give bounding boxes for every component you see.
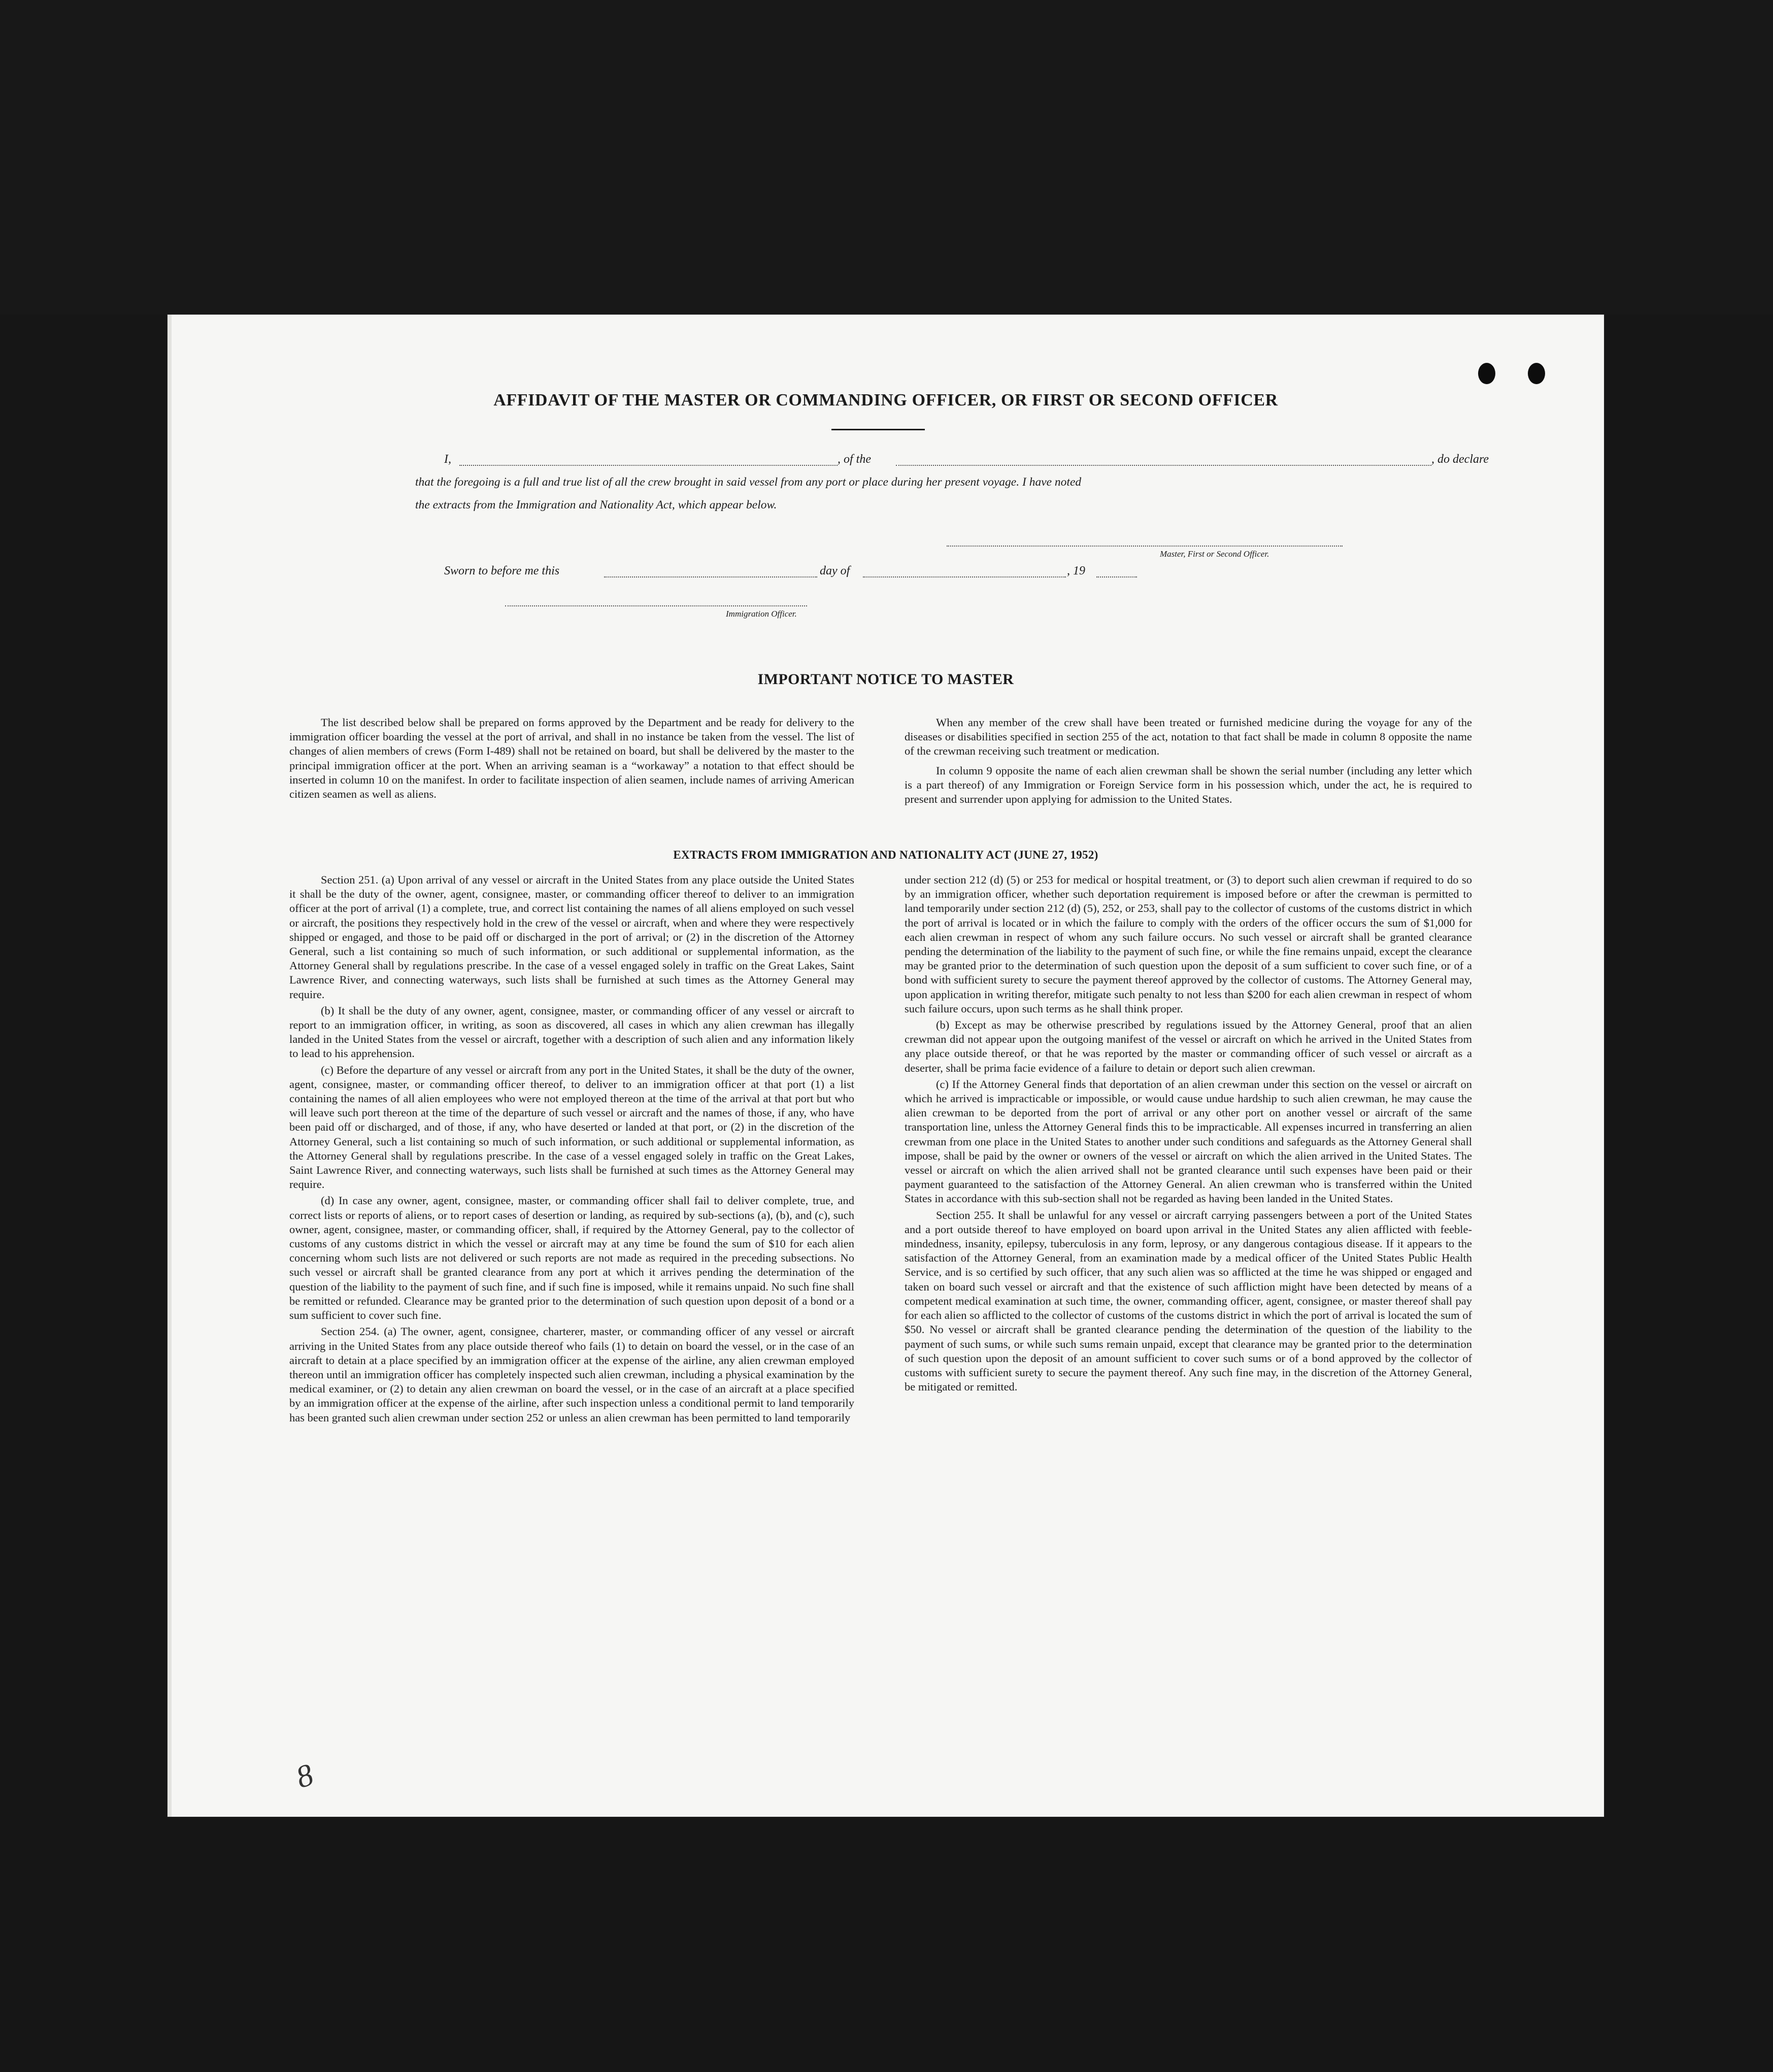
- vessel-blank[interactable]: [896, 465, 1431, 466]
- extracts-left-column: [289, 873, 854, 1427]
- section-255: Section 255. It shall be unlawful for any vessel or aircraft carrying passengers between a port of the United States and a port outside thereof to have employed on board upon arrival in the United States any alien afflicted with feeble-mindedness, insanity, epilepsy, tuberculosis in any form, leprosy, or any dangerous contagious disease. If it appears to the satisfaction of the Attorney General, from an examination made by a medical officer of the United States Public Health Service, and is so certified by such officer, that any such alien was so afflicted at the time he was shipped or engaged and taken on board such vessel or aircraft and that the existence of such affliction might have been detected by means of a competent medical examination at such time, the owner, commanding officer, agent, consignee, or master thereof shall pay for each alien so afflicted to the collector of customs of the customs district in which the port of arrival is located the sum of $50. No vessel or aircraft shall be granted clearance pending the determination of the question of the liability to the payment of such sums, or while such sums remain unpaid, except that clearance may be granted prior to the determination of such question upon the deposit of an amount sufficient to cover such sums or of a bond approved by the collector of customs with sufficient surety to secure the payment thereof. Any such fine may, in the discretion of the Attorney General, be mitigated or remitted.: [905, 1208, 1472, 1394]
- affidavit-i: I,: [444, 453, 451, 466]
- document-page: [168, 315, 1604, 1817]
- section-251-c: (c) Before the departure of any vessel or aircraft from any port in the United States, it shall be the duty of the owner, agent, consignee, master, or commanding officer thereof, to deliver to an immigration officer at that port (1) a list containing the names of all alien employees who were not employed thereon at the time of the arrival at that port but who will leave such port thereon at the time of the departure of such vessel or aircraft and the names of those, if any, who have been paid off or discharged, and of those, if any, who have deserted or landed at that port, or (2) in the discretion of the Attorney General, such a list containing so much of such information, or such additional or supplemental information, as the Attorney General shall by regulations prescribe. In the case of a vessel engaged solely in traffic on the Great Lakes, Saint Lawrence River, and connecting waterways, such lists shall be furnished at such times as the Attorney General may require.: [289, 1063, 854, 1191]
- officer-caption: Immigration Officer.: [726, 609, 797, 619]
- affidavit-declare: , do declare: [1431, 453, 1489, 466]
- master-caption: Master, First or Second Officer.: [1160, 549, 1269, 559]
- year-label: , 19: [1067, 564, 1085, 578]
- sworn-day-blank[interactable]: [604, 576, 817, 578]
- day-of-label: day of: [820, 564, 850, 578]
- affidavit-line2: that the foregoing is a full and true list of all the crew brought in said vessel from any port or place during her present voyage. I have noted: [415, 475, 1082, 489]
- name-blank[interactable]: [459, 465, 838, 466]
- month-blank[interactable]: [863, 576, 1066, 578]
- punch-hole-icon: [1478, 363, 1495, 384]
- affidavit-title: AFFIDAVIT OF THE MASTER OR COMMANDING OFFICER, OR FIRST OR SECOND OFFICER: [493, 391, 1278, 410]
- affidavit-of-the: , of the: [838, 453, 871, 466]
- sworn-label: Sworn to before me this: [444, 564, 560, 578]
- section-251-d: (d) In case any owner, agent, consignee, master, or commanding officer shall fail to deliver complete, true, and correct lists or reports of aliens, or to report cases of desertion or landing, as required by sub-sections (a), (b), and (c), such owner, agent, consignee, master, or commanding officer, shall, if required by the Attorney General, pay to the collector of customs of any customs district in which the vessel or aircraft may at any time be found the sum of $10 for each alien concerning whom such lists are not delivered or such reports are not made as required in the preceding subsections. No such vessel or aircraft shall be granted clearance from any port at which it arrives pending the determination of the question of the liability to the payment of such fine, and if such fine is imposed, while it remains unpaid. No such fine shall be remitted or refunded. Clearance may be granted prior to the determination of such question upon deposit of a bond or a sum sufficient to cover such fine.: [289, 1194, 854, 1322]
- punch-hole-icon: [1528, 363, 1545, 384]
- extracts-right-column: [905, 873, 1472, 1396]
- notice-right-paragraph-2: In column 9 opposite the name of each alien crewman shall be shown the serial number (including any letter which is a part thereof) of any Immigration or Foreign Service form in his possession which, under the act, he is required to present and surrender upon applying for admission to the United States.: [905, 764, 1472, 806]
- master-signature-line[interactable]: [947, 546, 1343, 547]
- title-rule: [831, 429, 925, 430]
- notice-heading: IMPORTANT NOTICE TO MASTER: [757, 671, 1014, 688]
- section-254-c: (c) If the Attorney General finds that deportation of an alien crewman under this section on the vessel or aircraft on which he arrived is impracticable or impossible, or would cause undue hardship to such alien crewman, he may cause the alien crewman to be deported from the port of arrival or any other port on another vessel or aircraft of the same transportation line, unless the Attorney General finds this to be impracticable. All expenses incurred in transferring an alien crewman from one place in the United States to another under such conditions and safeguards as the Attorney General shall impose, shall be paid by the owner or owners of the vessel or aircraft on which the alien arrived in the United States. The vessel or aircraft on which the alien arrived shall not be granted clearance until such expenses have been paid or their payment guaranteed to the satisfaction of the Attorney General. An alien crewman who is transferred within the United States in accordance with this sub-section shall not be regarded as having been landed in the United States.: [905, 1077, 1472, 1205]
- notice-right-paragraph-1: When any member of the crew shall have been treated or furnished medicine during the voyage for any of the diseases or disabilities specified in section 255 of the act, notation to that fact shall be made in column 8 opposite the name of the crewman receiving such treatment or medication.: [905, 716, 1472, 758]
- year-blank[interactable]: [1096, 576, 1137, 578]
- page-edge: [168, 315, 172, 1817]
- handwritten-mark: 8: [292, 1757, 318, 1795]
- affidavit-line3: the extracts from the Immigration and Nationality Act, which appear below.: [415, 498, 777, 512]
- extracts-heading: EXTRACTS FROM IMMIGRATION AND NATIONALITY ACT (JUNE 27, 1952): [673, 848, 1098, 861]
- section-254-a: Section 254. (a) The owner, agent, consignee, charterer, master, or commanding officer of any vessel or aircraft arriving in the United States from any place outside thereof who fails (1) to detain on board the vessel, or in the case of an aircraft to detain at a place specified by an immigration officer at the expense of the airline, any alien crewman employed thereon until an immigration officer has completely inspected such alien crewman, including a physical examination by the medical examiner, or (2) to detain any alien crewman on board the vessel, or in the case of an aircraft at a place specified by an immigration officer at the expense of the airline, after such inspection unless a conditional permit to land temporarily has been granted such alien crewman under section 252 or unless an alien crewman has been permitted to land temporarily: [289, 1325, 854, 1424]
- notice-left-paragraph: The list described below shall be prepared on forms approved by the Department and be ready for delivery to the immigration officer boarding the vessel at the port of arrival, and shall in no instance be taken from the vessel. The list of changes of alien members of crews (Form I-489) shall not be retained on board, but shall be delivered by the master to the principal immigration officer at the port. When an arriving seaman is a “workaway” a notation to that effect should be inserted in column 10 on the manifest. In order to facilitate inspection of alien seamen, include names of arriving American citizen seamen as well as aliens.: [289, 716, 854, 801]
- notice-left-column: [289, 716, 854, 803]
- section-251-b: (b) It shall be the duty of any owner, agent, consignee, master, or commanding officer of any vessel or aircraft to report to an immigration officer, in writing, as soon as discovered, all cases in which any alien crewman has illegally landed in the United States from the vessel or aircraft, together with a description of such alien and any information likely to lead to his apprehension.: [289, 1004, 854, 1060]
- immigration-officer-signature-line[interactable]: [505, 605, 807, 606]
- section-254-b: (b) Except as may be otherwise prescribed by regulations issued by the Attorney General, proof that an alien crewman did not appear upon the outgoing manifest of the vessel or aircraft on which he arrived in the United States from any place outside thereof, or that he was reported by the master or commanding officer of such vessel or aircraft as a deserter, shall be prima facie evidence of a failure to detain or deport such alien crewman.: [905, 1018, 1472, 1074]
- section-251-a: Section 251. (a) Upon arrival of any vessel or aircraft in the United States from any place outside the United States it shall be the duty of the owner, agent, consignee, master, or commanding officer thereof to deliver to an immigration officer at the port of arrival (1) a complete, true, and correct list containing the names of all aliens employed on such vessel or aircraft, the positions they respectively hold in the crew of the vessel or aircraft, when and where they were respectively shipped or engaged, and those to be paid off or discharged in the port of arrival; or (2) in the discretion of the Attorney General, such a list containing so much of such information, or such additional or supplemental information, as the Attorney General shall by regulations prescribe. In the case of a vessel engaged solely in traffic on the Great Lakes, Saint Lawrence River, and connecting waterways, such lists shall be furnished at such times as the Attorney General may require.: [289, 873, 854, 1001]
- section-254-a-continued: under section 212 (d) (5) or 253 for medical or hospital treatment, or (3) to deport such alien crewman if required to do so by an immigration officer, whether such deportation requirement is imposed before or after the crewman is permitted to land temporarily under section 212 (d) (5), 252, or 253, shall pay to the collector of customs of the customs district in which the port of arrival is located or in which the failure to comply with the orders of the officer occurs the sum of $1,000 for each alien crewman in respect of whom any such failure occurs. No such vessel or aircraft shall be granted clearance pending the determination of the liability to the payment of such fine, or while the fine remains unpaid, except the clearance may be granted prior to the determination of such question upon the deposit of a sum sufficient to cover such fine, or of a bond with sufficient surety to secure the payment thereof approved by the collector of customs. The Attorney General may, upon application in writing therefor, mitigate such penalty to not less than $200 for each alien crewman in respect of whom such failure occurs, upon such terms as he shall think proper.: [905, 873, 1472, 1015]
- scanner-background: [0, 0, 1773, 315]
- notice-right-column: [905, 716, 1472, 808]
